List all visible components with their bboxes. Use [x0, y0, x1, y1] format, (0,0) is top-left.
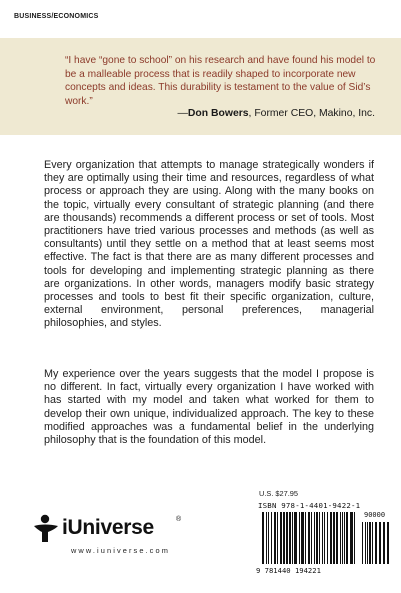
barcode-block [256, 498, 394, 578]
isbn-label: ISBN 978-1-4401-9422-1 [258, 501, 361, 510]
endorsement-attribution [178, 108, 375, 119]
description-paragraph-1: Every organization that attempts to manage strategically wonders if they are optimally using their time and resources, regardless of what process or approach they are using. Along with the many books on the topic, virtually every consultant of strategic planning (and there are thousands) recommends a different process or set of tools. Most practitioners have tried various processes and methods (as well as consultants) until they settle on a method that at least seems most effective. The fact is that there are as many different processes and tools for developing and implementing strategic planning as there are organizations. In other words, managers modify basic strategy processes and tools to best fit their specific organization, culture, external environment, personal preferences, managerial philosophies, and styles. [44, 159, 374, 330]
endorsement-panel [0, 38, 401, 135]
iuniverse-figure-icon [32, 514, 60, 544]
attribution-role: , Former CEO, Makino, Inc. [248, 108, 375, 119]
publisher-name: iUniverse [62, 516, 154, 539]
addon-digits: 90000 [364, 511, 386, 519]
price-label: U.S. $27.95 [259, 489, 299, 498]
registered-mark: ® [176, 516, 182, 523]
attribution-dash: — [177, 108, 188, 119]
publisher-logo [32, 514, 212, 554]
endorsement-quote: “I have “gone to school” on his research and have found his model to be a malleable process that is readily shaped to incorporate new concepts and ideas. This durability is testament to the value of Sid’s work.” [65, 55, 376, 107]
ean-digits: 9 781440 194221 [256, 566, 321, 575]
publisher-url: www.iuniverse.com [71, 546, 170, 555]
attribution-name: Don Bowers [187, 108, 249, 119]
category-label: BUSINESS/ECONOMICS [14, 13, 99, 20]
description-paragraph-2: My experience over the years suggests that the model I propose is no different. In fact, virtually every organization I have worked with has started with my model and taken what worked for them to develop their own unique, individualized approach. The key to these modified approaches was a fundamental belief in the underlying philosophy that is the foundation of this model. [44, 368, 374, 447]
